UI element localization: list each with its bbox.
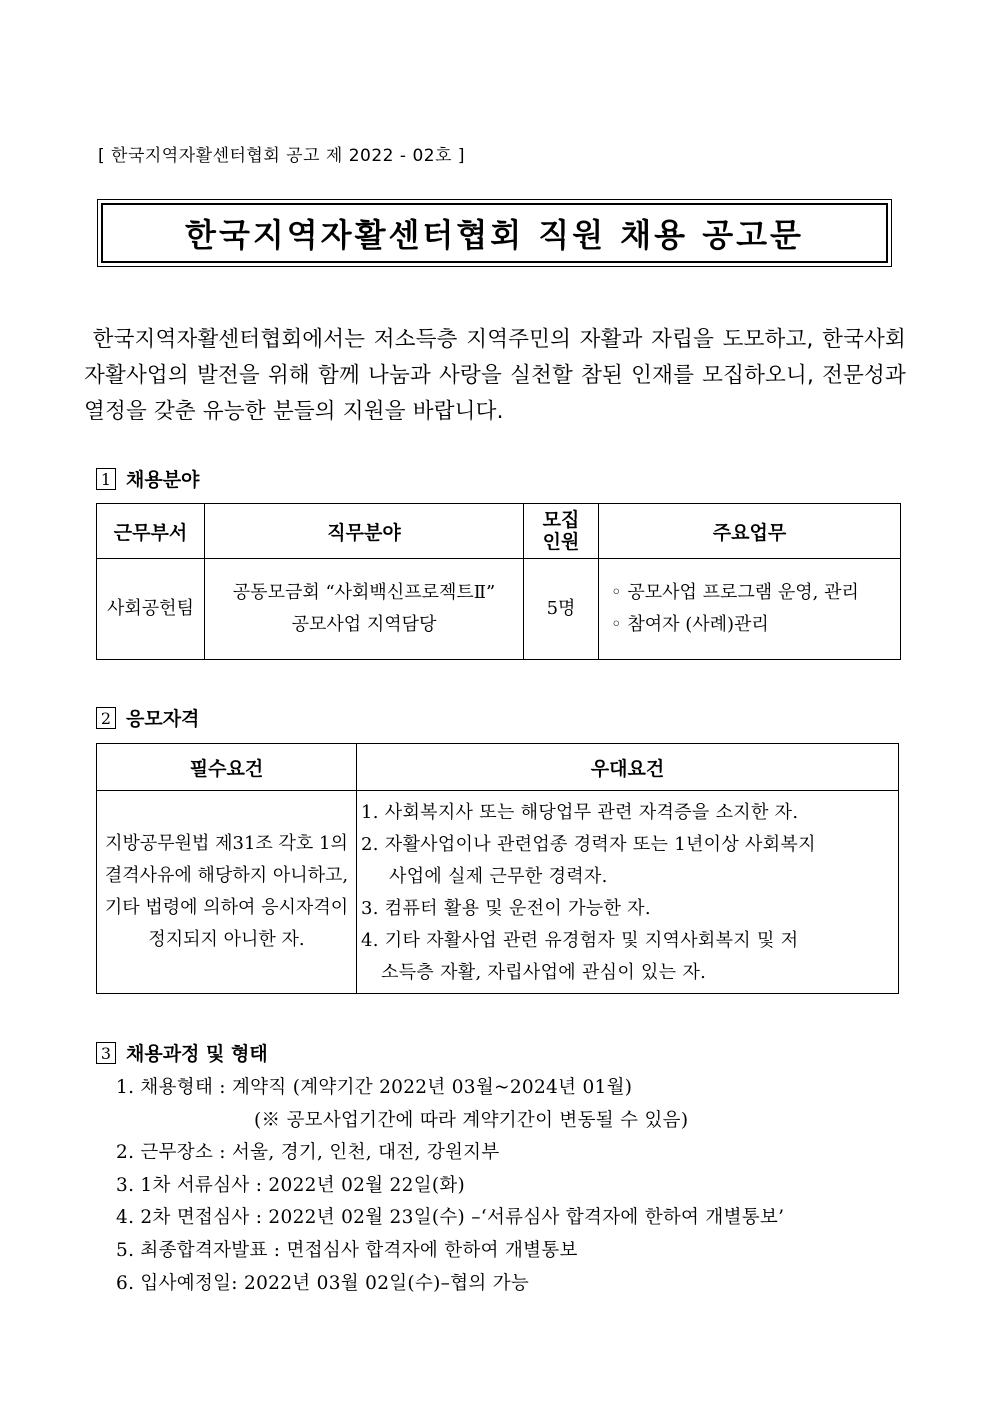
list-item: 2. 근무장소 : 서울, 경기, 인천, 대전, 강원지부 — [116, 1142, 500, 1164]
preferred-item: 4. 기타 자활사업 관련 유경험자 및 지역사회복지 및 저 — [361, 930, 799, 951]
section1-heading — [96, 465, 199, 492]
section3-number: 3 — [96, 1042, 116, 1064]
list-item: 3. 1차 서류심사 : 2022년 02월 22일(화) — [116, 1174, 466, 1196]
list-item: 4. 2차 면접심사 : 2022년 02월 23일(수) –‘서류심사 합격자에 한하여 개별통보’ — [116, 1207, 785, 1229]
header-preferred: 우대요건 — [357, 744, 899, 791]
required-cell: 지방공무원법 제31조 각호 1의 결격사유에 해당하지 아니하고, 기타 법령에 의하여 응시자격이 정지되지 아니한 자. — [97, 791, 357, 994]
page-title: 한국지역자활센터협회 직원 채용 공고문 — [101, 203, 888, 263]
qualification-table — [96, 743, 899, 994]
section2-number: 2 — [96, 707, 116, 729]
section2-title: 응모자격 — [126, 708, 200, 730]
recruitment-table — [96, 503, 901, 660]
dept-cell: 사회공헌팀 — [97, 559, 205, 660]
duty-cell — [599, 559, 901, 660]
notice-number: [ 한국지역자활센터협회 공고 제 2022 - 02호 ] — [98, 146, 466, 166]
header-count: 모집 인원 — [524, 504, 599, 559]
count-cell: 5명 — [524, 559, 599, 660]
title-box — [97, 199, 892, 267]
list-item: 6. 입사예정일: 2022년 03월 02일(수)–협의 가능 — [116, 1272, 530, 1294]
list-item: 1. 채용형태 : 계약직 (계약기간 2022년 03월~2024년 01월) — [116, 1077, 633, 1098]
field-line2: 공모사업 지역담당 — [291, 614, 437, 635]
header-required: 필수요건 — [97, 744, 357, 791]
field-cell — [205, 559, 524, 660]
preferred-item: 2. 자활사업이나 관련업종 경력자 또는 1년이상 사회복지 — [361, 834, 816, 855]
list-item: (※ 공모사업기간에 따라 계약기간이 변동될 수 있음) — [254, 1109, 689, 1131]
preferred-item: 사업에 실제 근무한 경력자. — [389, 866, 608, 887]
preferred-item: 3. 컴퓨터 활용 및 운전이 가능한 자. — [361, 898, 651, 919]
intro-paragraph — [84, 322, 906, 430]
section3-heading — [96, 1039, 268, 1066]
intro-text: 한국지역자활센터협회에서는 저소득층 지역주민의 자활과 자립을 도모하고, 한국사회 자활사업의 발전을 위해 함께 나눔과 사랑을 실천할 참된 인재를 모집하오니, 전문성과 열정을 갖춘 유능한 분들의 지원을 바랍니다. — [84, 327, 906, 424]
section1-title: 채용분야 — [126, 469, 200, 491]
duty-item: ◦ 참여자 (사례)관리 — [611, 614, 769, 635]
section2-heading — [96, 704, 199, 731]
process-list — [116, 1072, 784, 1300]
table-row — [97, 791, 899, 994]
table-row — [97, 559, 901, 660]
section3-title: 채용과정 및 형태 — [126, 1043, 268, 1065]
preferred-item: 1. 사회복지사 또는 해당업무 관련 자격증을 소지한 자. — [361, 802, 799, 823]
field-line1: 공동모금회 “사회백신프로젝트Ⅱ” — [232, 582, 496, 603]
header-field: 직무분야 — [205, 504, 524, 559]
list-item: 5. 최종합격자발표 : 면접심사 합격자에 한하여 개별통보 — [116, 1239, 578, 1261]
preferred-cell — [357, 791, 899, 994]
section1-number: 1 — [96, 468, 116, 490]
header-dept: 근무부서 — [97, 504, 205, 559]
duty-item: ◦ 공모사업 프로그램 운영, 관리 — [611, 582, 859, 603]
header-duty: 주요업무 — [599, 504, 901, 559]
preferred-item: 소득층 자활, 자립사업에 관심이 있는 자. — [381, 962, 707, 983]
